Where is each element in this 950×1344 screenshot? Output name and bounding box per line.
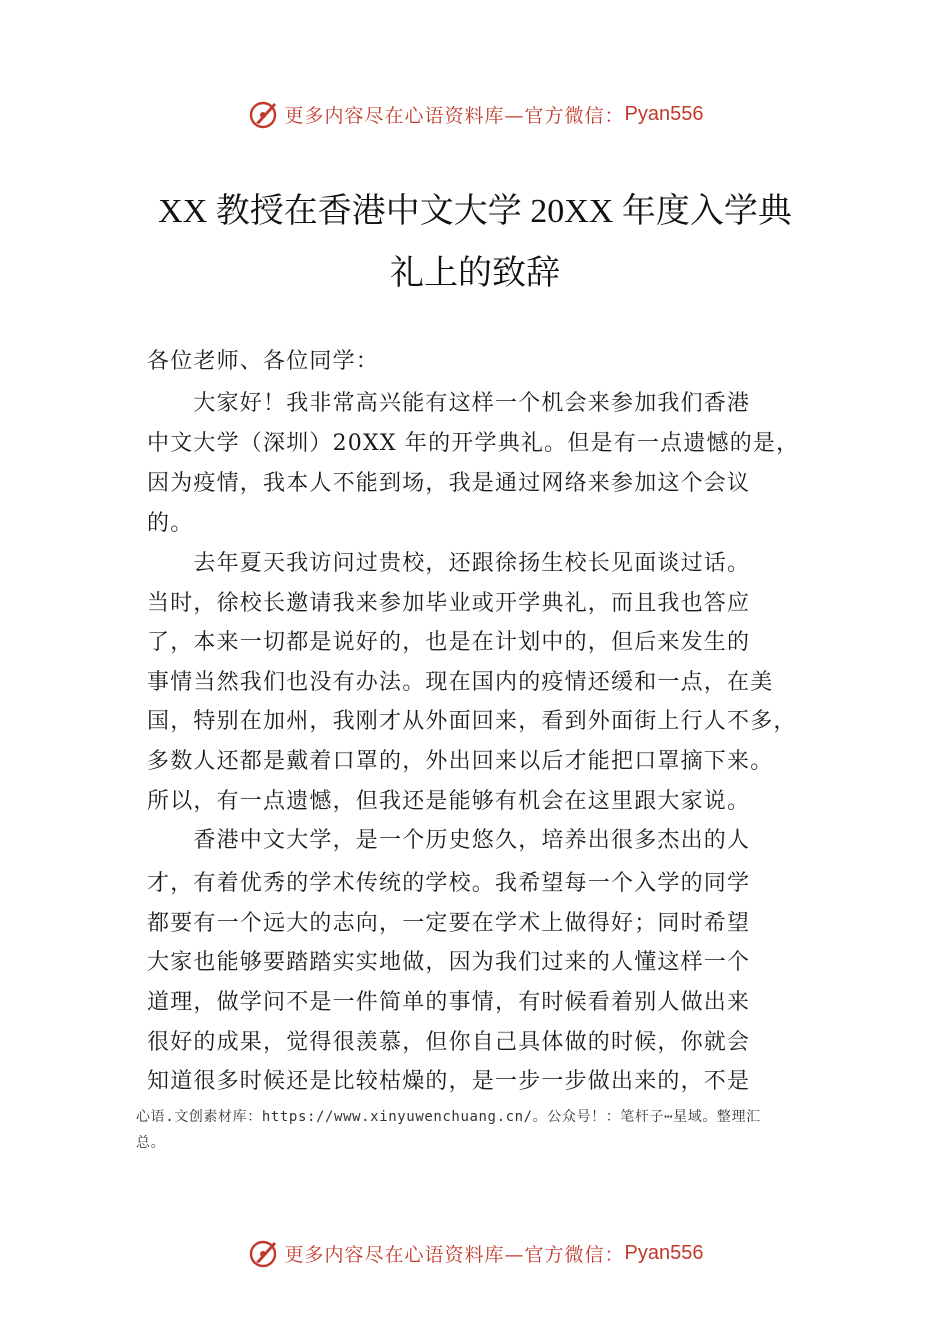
body-line: 事情当然我们也没有办法。现在国内的疫情还缓和一点，在美	[147, 670, 774, 695]
header-banner	[0, 94, 950, 134]
body-line: 的。	[147, 511, 194, 536]
body-line: 中文大学（深圳）20XX 年的开学典礼。但是有一点遗憾的是，	[147, 431, 800, 456]
banner-text: 更多内容尽在心语资料库—官方微信：	[284, 1243, 625, 1266]
document-title-line-1: XX 教授在香港中文大学 20XX 年度入学典	[158, 193, 792, 230]
banner-text: 更多内容尽在心语资料库—官方微信：	[284, 104, 625, 127]
body-line: 道理，做学问不是一件简单的事情，有时候看着别人做出来	[147, 990, 751, 1015]
footer-banner	[0, 1233, 950, 1273]
body-line: 才，有着优秀的学术传统的学校。我希望每一个入学的同学	[147, 871, 751, 896]
body-line: 各位老师、各位同学：	[147, 349, 380, 374]
body-line: 当时，徐校长邀请我来参加毕业或开学典礼，而且我也答应	[147, 591, 751, 616]
body-line: 知道很多时候还是比较枯燥的，是一步一步做出来的，不是	[147, 1069, 751, 1094]
body-line: 大家好！我非常高兴能有这样一个机会来参加我们香港	[147, 391, 751, 416]
banner-wechat-id: Pyan556	[624, 102, 704, 125]
body-line: 因为疫情，我本人不能到场，我是通过网络来参加这个会议	[147, 471, 751, 496]
source-note-continued: 总。	[136, 1135, 166, 1151]
quill-circle-logo-icon	[247, 97, 281, 131]
body-line: 大家也能够要踏踏实实地做，因为我们过来的人懂这样一个	[147, 950, 751, 975]
body-line: 所以，有一点遗憾，但我还是能够有机会在这里跟大家说。	[147, 789, 751, 814]
body-line: 多数人还都是戴着口罩的，外出回来以后才能把口罩摘下来。	[147, 749, 774, 774]
body-line: 去年夏天我访问过贵校，还跟徐扬生校长见面谈过话。	[147, 551, 751, 576]
body-line: 很好的成果，觉得很羡慕，但你自己具体做的时候，你就会	[147, 1030, 751, 1055]
banner-wechat-id: Pyan556	[624, 1241, 704, 1264]
body-line: 香港中文大学，是一个历史悠久，培养出很多杰出的人	[147, 828, 751, 853]
source-note: 心语.文创素材库：https://www.xinyuwenchuang.cn/。公众号！：笔杆子⋯星域。整理汇	[136, 1109, 761, 1125]
body-line: 国，特别在加州，我刚才从外面回来，看到外面街上行人不多，	[147, 709, 797, 734]
body-line: 了，本来一切都是说好的，也是在计划中的，但后来发生的	[147, 630, 751, 655]
quill-circle-logo-icon	[247, 1236, 281, 1270]
body-line: 都要有一个远大的志向，一定要在学术上做得好；同时希望	[147, 911, 751, 936]
document-title-line-2: 礼上的致辞	[390, 255, 560, 292]
